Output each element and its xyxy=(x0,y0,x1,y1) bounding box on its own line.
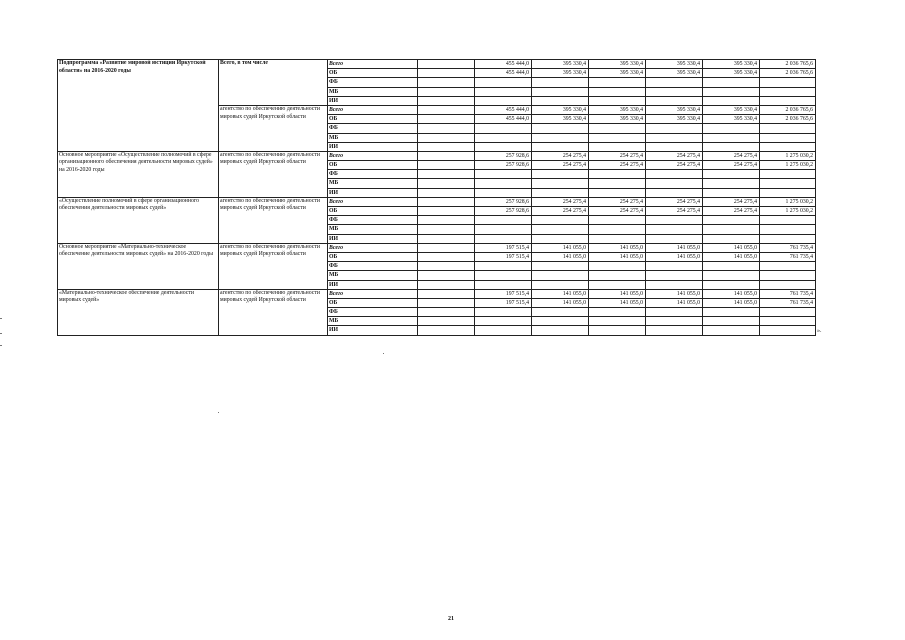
blank-cell xyxy=(418,170,475,179)
blank-cell xyxy=(418,151,475,160)
value-cell xyxy=(646,216,703,225)
value-cell xyxy=(589,124,646,133)
value-cell: 141 055,0 xyxy=(589,243,646,252)
blank-cell xyxy=(418,317,475,326)
funding-source-cell: ИИ xyxy=(328,188,418,197)
total-value-cell: 2 036 765,6 xyxy=(760,105,816,114)
value-cell xyxy=(703,234,760,243)
value-cell xyxy=(475,179,532,188)
value-cell xyxy=(646,96,703,105)
value-cell: 395 330,4 xyxy=(589,60,646,69)
total-value-cell: 761 735,4 xyxy=(760,252,816,261)
value-cell xyxy=(475,188,532,197)
executor-cell: агентство по обеспечению деятельности мировых судей Иркутской области xyxy=(219,289,328,335)
value-cell xyxy=(532,142,589,151)
value-cell xyxy=(646,280,703,289)
value-cell xyxy=(703,124,760,133)
total-value-cell xyxy=(760,96,816,105)
value-cell: 395 330,4 xyxy=(532,115,589,124)
value-cell xyxy=(703,179,760,188)
value-cell xyxy=(532,317,589,326)
blank-cell xyxy=(418,60,475,69)
trailing-mark: ». xyxy=(817,328,822,334)
blank-cell xyxy=(418,105,475,114)
total-value-cell xyxy=(760,87,816,96)
value-cell: 254 275,4 xyxy=(646,161,703,170)
blank-cell xyxy=(418,124,475,133)
scan-mark xyxy=(0,333,2,334)
value-cell: 395 330,4 xyxy=(646,69,703,78)
value-cell xyxy=(589,188,646,197)
funding-source-cell: Всего xyxy=(328,289,418,298)
value-cell xyxy=(646,225,703,234)
blank-cell xyxy=(418,271,475,280)
table-row xyxy=(58,60,816,69)
funding-source-cell: ИИ xyxy=(328,96,418,105)
value-cell xyxy=(646,179,703,188)
scan-mark xyxy=(0,318,2,319)
value-cell: 395 330,4 xyxy=(589,105,646,114)
value-cell: 254 275,4 xyxy=(646,197,703,206)
value-cell: 257 928,6 xyxy=(475,151,532,160)
executor-cell: агентство по обеспечению деятельности мировых судей Иркутской области xyxy=(219,151,328,197)
value-cell: 141 055,0 xyxy=(646,243,703,252)
value-cell xyxy=(532,326,589,335)
funding-source-cell: ФБ xyxy=(328,308,418,317)
value-cell xyxy=(703,170,760,179)
value-cell xyxy=(589,87,646,96)
total-value-cell: 1 275 030,2 xyxy=(760,161,816,170)
value-cell xyxy=(475,170,532,179)
value-cell xyxy=(703,225,760,234)
value-cell xyxy=(703,142,760,151)
value-cell: 141 055,0 xyxy=(703,298,760,307)
value-cell xyxy=(475,133,532,142)
total-value-cell: 2 036 765,6 xyxy=(760,69,816,78)
value-cell: 254 275,4 xyxy=(532,151,589,160)
funding-source-cell: Всего xyxy=(328,60,418,69)
value-cell: 395 330,4 xyxy=(646,115,703,124)
value-cell: 257 928,6 xyxy=(475,207,532,216)
value-cell xyxy=(532,87,589,96)
value-cell xyxy=(532,188,589,197)
value-cell: 455 444,0 xyxy=(475,115,532,124)
value-cell xyxy=(532,234,589,243)
funding-source-cell: ФБ xyxy=(328,262,418,271)
value-cell xyxy=(475,234,532,243)
total-value-cell xyxy=(760,225,816,234)
funding-source-cell: МБ xyxy=(328,87,418,96)
value-cell xyxy=(475,326,532,335)
value-cell xyxy=(532,271,589,280)
value-cell xyxy=(703,280,760,289)
value-cell: 395 330,4 xyxy=(532,69,589,78)
value-cell: 254 275,4 xyxy=(532,197,589,206)
value-cell xyxy=(475,225,532,234)
value-cell xyxy=(589,271,646,280)
blank-cell xyxy=(418,78,475,87)
value-cell: 257 928,6 xyxy=(475,161,532,170)
funding-source-cell: ИИ xyxy=(328,142,418,151)
value-cell: 395 330,4 xyxy=(532,105,589,114)
total-value-cell xyxy=(760,133,816,142)
blank-cell xyxy=(418,188,475,197)
value-cell xyxy=(589,280,646,289)
total-value-cell xyxy=(760,234,816,243)
total-value-cell xyxy=(760,188,816,197)
blank-cell xyxy=(418,207,475,216)
value-cell xyxy=(475,96,532,105)
value-cell xyxy=(589,133,646,142)
value-cell xyxy=(703,262,760,271)
value-cell xyxy=(703,216,760,225)
funding-source-cell: ИИ xyxy=(328,234,418,243)
value-cell xyxy=(532,216,589,225)
value-cell xyxy=(532,124,589,133)
value-cell: 141 055,0 xyxy=(646,298,703,307)
total-value-cell: 761 735,4 xyxy=(760,298,816,307)
total-value-cell: 761 735,4 xyxy=(760,243,816,252)
value-cell xyxy=(589,225,646,234)
funding-source-cell: ОБ xyxy=(328,207,418,216)
value-cell: 254 275,4 xyxy=(703,197,760,206)
value-cell xyxy=(589,308,646,317)
blank-cell xyxy=(418,243,475,252)
total-value-cell xyxy=(760,170,816,179)
funding-source-cell: МБ xyxy=(328,317,418,326)
value-cell xyxy=(646,188,703,197)
funding-source-cell: МБ xyxy=(328,133,418,142)
value-cell: 395 330,4 xyxy=(646,105,703,114)
value-cell: 141 055,0 xyxy=(646,252,703,261)
value-cell xyxy=(532,280,589,289)
funding-source-cell: МБ xyxy=(328,271,418,280)
funding-source-cell: Всего xyxy=(328,243,418,252)
value-cell xyxy=(589,317,646,326)
total-value-cell: 2 036 765,6 xyxy=(760,115,816,124)
value-cell: 254 275,4 xyxy=(646,207,703,216)
value-cell xyxy=(475,124,532,133)
budget-table xyxy=(57,59,816,336)
value-cell: 257 928,6 xyxy=(475,197,532,206)
executor-cell: Всего, в том числе xyxy=(219,60,328,106)
total-value-cell xyxy=(760,78,816,87)
total-value-cell xyxy=(760,179,816,188)
value-cell xyxy=(532,262,589,271)
value-cell xyxy=(532,225,589,234)
value-cell xyxy=(475,271,532,280)
blank-cell xyxy=(418,234,475,243)
value-cell xyxy=(646,308,703,317)
funding-source-cell: ФБ xyxy=(328,216,418,225)
funding-source-cell: МБ xyxy=(328,179,418,188)
value-cell xyxy=(646,133,703,142)
blank-cell xyxy=(418,96,475,105)
total-value-cell: 761 735,4 xyxy=(760,289,816,298)
value-cell xyxy=(646,234,703,243)
funding-source-cell: ОБ xyxy=(328,115,418,124)
value-cell: 455 444,0 xyxy=(475,60,532,69)
value-cell xyxy=(589,326,646,335)
total-value-cell xyxy=(760,317,816,326)
value-cell: 254 275,4 xyxy=(703,151,760,160)
funding-source-cell: ОБ xyxy=(328,69,418,78)
value-cell xyxy=(703,188,760,197)
value-cell: 455 444,0 xyxy=(475,105,532,114)
funding-source-cell: ФБ xyxy=(328,78,418,87)
funding-source-cell: ОБ xyxy=(328,298,418,307)
value-cell: 254 275,4 xyxy=(532,207,589,216)
value-cell: 141 055,0 xyxy=(703,289,760,298)
value-cell: 141 055,0 xyxy=(703,252,760,261)
value-cell xyxy=(532,78,589,87)
value-cell xyxy=(532,308,589,317)
value-cell xyxy=(703,271,760,280)
value-cell xyxy=(589,170,646,179)
value-cell: 141 055,0 xyxy=(532,252,589,261)
value-cell: 254 275,4 xyxy=(703,207,760,216)
blank-cell xyxy=(418,87,475,96)
value-cell: 254 275,4 xyxy=(703,161,760,170)
value-cell xyxy=(475,87,532,96)
value-cell xyxy=(475,308,532,317)
funding-source-cell: ИИ xyxy=(328,280,418,289)
program-name-cell: «Материально-техническое обеспечение деятельности мировых судей» xyxy=(58,289,219,335)
value-cell xyxy=(646,326,703,335)
total-value-cell xyxy=(760,124,816,133)
value-cell: 395 330,4 xyxy=(589,69,646,78)
value-cell xyxy=(589,142,646,151)
value-cell xyxy=(703,133,760,142)
total-value-cell xyxy=(760,142,816,151)
total-value-cell xyxy=(760,216,816,225)
value-cell xyxy=(475,317,532,326)
blank-cell xyxy=(418,252,475,261)
value-cell xyxy=(703,326,760,335)
blank-cell xyxy=(418,179,475,188)
value-cell: 141 055,0 xyxy=(532,243,589,252)
blank-cell xyxy=(418,280,475,289)
value-cell xyxy=(532,170,589,179)
value-cell xyxy=(532,179,589,188)
program-name-cell: Основное мероприятие «Осуществление полномочий в сфере организационного обеспечения деятельности мировых судей» на 2016-2020 годы xyxy=(58,151,219,197)
value-cell: 254 275,4 xyxy=(532,161,589,170)
value-cell: 141 055,0 xyxy=(589,289,646,298)
value-cell: 395 330,4 xyxy=(532,60,589,69)
funding-source-cell: ИИ xyxy=(328,326,418,335)
value-cell xyxy=(475,216,532,225)
value-cell: 141 055,0 xyxy=(646,289,703,298)
program-name-cell: Основное мероприятие «Материально-техническое обеспечение деятельности мировых судей» на 2016-2020 годы xyxy=(58,243,219,289)
value-cell xyxy=(646,124,703,133)
value-cell xyxy=(703,78,760,87)
blank-cell xyxy=(418,225,475,234)
program-name-cell: «Осуществление полномочий в сфере организационного обеспечения деятельности мировых судей» xyxy=(58,197,219,243)
funding-source-cell: Всего xyxy=(328,105,418,114)
total-value-cell: 1 275 030,2 xyxy=(760,207,816,216)
value-cell: 197 515,4 xyxy=(475,289,532,298)
value-cell xyxy=(475,78,532,87)
value-cell xyxy=(532,96,589,105)
value-cell: 197 515,4 xyxy=(475,298,532,307)
value-cell: 141 055,0 xyxy=(532,298,589,307)
executor-cell: агентство по обеспечению деятельности мировых судей Иркутской области xyxy=(219,105,328,151)
table-row xyxy=(58,151,816,160)
value-cell xyxy=(646,317,703,326)
total-value-cell xyxy=(760,308,816,317)
value-cell xyxy=(475,262,532,271)
value-cell xyxy=(475,280,532,289)
total-value-cell: 1 275 030,2 xyxy=(760,151,816,160)
funding-source-cell: ФБ xyxy=(328,170,418,179)
funding-source-cell: ОБ xyxy=(328,161,418,170)
value-cell: 141 055,0 xyxy=(703,243,760,252)
total-value-cell xyxy=(760,262,816,271)
value-cell xyxy=(589,216,646,225)
value-cell xyxy=(646,142,703,151)
total-value-cell xyxy=(760,280,816,289)
program-name-cell: Подпрограмма «Развитие мировой юстиции Иркутской области» на 2016-2020 годы xyxy=(58,60,219,152)
value-cell xyxy=(703,317,760,326)
value-cell xyxy=(703,308,760,317)
total-value-cell: 1 275 030,2 xyxy=(760,197,816,206)
value-cell xyxy=(703,96,760,105)
value-cell xyxy=(646,271,703,280)
value-cell xyxy=(589,262,646,271)
total-value-cell xyxy=(760,271,816,280)
blank-cell xyxy=(418,308,475,317)
value-cell xyxy=(475,142,532,151)
value-cell: 197 515,4 xyxy=(475,252,532,261)
value-cell: 197 515,4 xyxy=(475,243,532,252)
value-cell: 254 275,4 xyxy=(589,197,646,206)
funding-source-cell: Всего xyxy=(328,151,418,160)
scan-mark xyxy=(218,412,219,413)
blank-cell xyxy=(418,161,475,170)
blank-cell xyxy=(418,289,475,298)
table-row xyxy=(58,197,816,206)
value-cell: 395 330,4 xyxy=(703,105,760,114)
blank-cell xyxy=(418,197,475,206)
table-row xyxy=(58,243,816,252)
value-cell: 395 330,4 xyxy=(703,69,760,78)
scan-mark xyxy=(0,345,2,346)
blank-cell xyxy=(418,69,475,78)
blank-cell xyxy=(418,216,475,225)
blank-cell xyxy=(418,326,475,335)
executor-cell: агентство по обеспечению деятельности мировых судей Иркутской области xyxy=(219,243,328,289)
executor-cell: агентство по обеспечению деятельности мировых судей Иркутской области xyxy=(219,197,328,243)
funding-source-cell: Всего xyxy=(328,197,418,206)
value-cell: 395 330,4 xyxy=(589,115,646,124)
funding-source-cell: ФБ xyxy=(328,124,418,133)
value-cell xyxy=(646,262,703,271)
value-cell: 141 055,0 xyxy=(589,298,646,307)
value-cell: 254 275,4 xyxy=(589,161,646,170)
blank-cell xyxy=(418,115,475,124)
value-cell: 254 275,4 xyxy=(589,207,646,216)
scan-mark xyxy=(383,353,384,354)
total-value-cell xyxy=(760,326,816,335)
value-cell xyxy=(646,87,703,96)
page-number: 21 xyxy=(448,616,454,622)
blank-cell xyxy=(418,142,475,151)
blank-cell xyxy=(418,298,475,307)
value-cell: 395 330,4 xyxy=(646,60,703,69)
value-cell xyxy=(646,170,703,179)
value-cell: 395 330,4 xyxy=(703,115,760,124)
value-cell: 141 055,0 xyxy=(532,289,589,298)
value-cell xyxy=(646,78,703,87)
value-cell xyxy=(703,87,760,96)
blank-cell xyxy=(418,262,475,271)
value-cell xyxy=(589,96,646,105)
value-cell: 254 275,4 xyxy=(589,151,646,160)
value-cell xyxy=(589,234,646,243)
value-cell: 455 444,0 xyxy=(475,69,532,78)
total-value-cell: 2 036 765,6 xyxy=(760,60,816,69)
funding-source-cell: ОБ xyxy=(328,252,418,261)
value-cell: 141 055,0 xyxy=(589,252,646,261)
value-cell xyxy=(589,179,646,188)
value-cell: 254 275,4 xyxy=(646,151,703,160)
table-row xyxy=(58,289,816,298)
blank-cell xyxy=(418,133,475,142)
value-cell xyxy=(589,78,646,87)
funding-source-cell: МБ xyxy=(328,225,418,234)
value-cell xyxy=(532,133,589,142)
table-body xyxy=(58,60,816,336)
value-cell: 395 330,4 xyxy=(703,60,760,69)
